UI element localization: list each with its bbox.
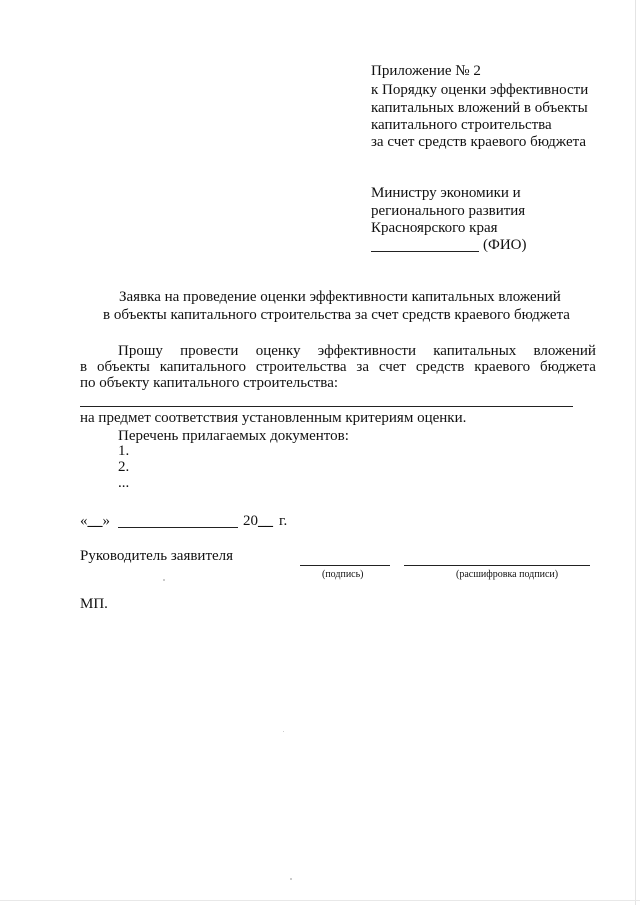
doc-item: ...: [118, 475, 130, 491]
page-edge-bottom: [0, 900, 640, 901]
doc-item: 2.: [118, 459, 130, 475]
page-edge-right: [635, 0, 636, 905]
addressee-line: регионального развития: [371, 203, 526, 219]
date-year: 20__: [243, 513, 273, 529]
fio-label: (ФИО): [483, 237, 527, 253]
signature-caption: (подпись): [322, 569, 364, 580]
scan-speck: [283, 731, 284, 732]
stamp-mark: МП.: [80, 596, 108, 612]
body-line-2: в объекты капитального строительства за счет средств краевого бюджета: [80, 359, 596, 375]
date-day: «__»: [80, 513, 110, 529]
docs-header: Перечень прилагаемых документов:: [118, 428, 349, 444]
appendix-line: за счет средств краевого бюджета: [371, 134, 587, 150]
body-line-1: Прошу провести оценку эффективности капитальных вложений: [118, 343, 596, 359]
doc-item: 1.: [118, 443, 130, 459]
appendix-number: Приложение № 2: [371, 63, 481, 79]
fio-blank-line: [371, 251, 479, 252]
addressee-line: Министру экономики и: [371, 185, 521, 201]
body-line-3: по объекту капитального строительства:: [80, 375, 339, 391]
decoding-blank: [404, 565, 590, 566]
signature-blank: [300, 565, 390, 566]
addressee-line: Красноярского края: [371, 220, 498, 236]
date-month-blank: [118, 527, 238, 528]
appendix-line: капитального строительства: [371, 117, 552, 133]
decoding-caption: (расшифровка подписи): [456, 569, 559, 580]
object-blank-line: [80, 406, 573, 407]
document-title-cont: в объекты капитального строительства за счет средств краевого бюджета: [103, 307, 570, 323]
scan-speck: [163, 579, 165, 581]
date-suffix: г.: [279, 513, 288, 529]
document-title: Заявка на проведение оценки эффективности капитальных вложений: [119, 289, 561, 305]
appendix-line: к Порядку оценки эффективности: [371, 82, 589, 98]
scan-speck: [290, 878, 292, 880]
signatory-label: Руководитель заявителя: [80, 548, 234, 564]
subject-line: на предмет соответствия установленным критериям оценки.: [80, 410, 467, 426]
appendix-line: капитальных вложений в объекты: [371, 100, 588, 116]
